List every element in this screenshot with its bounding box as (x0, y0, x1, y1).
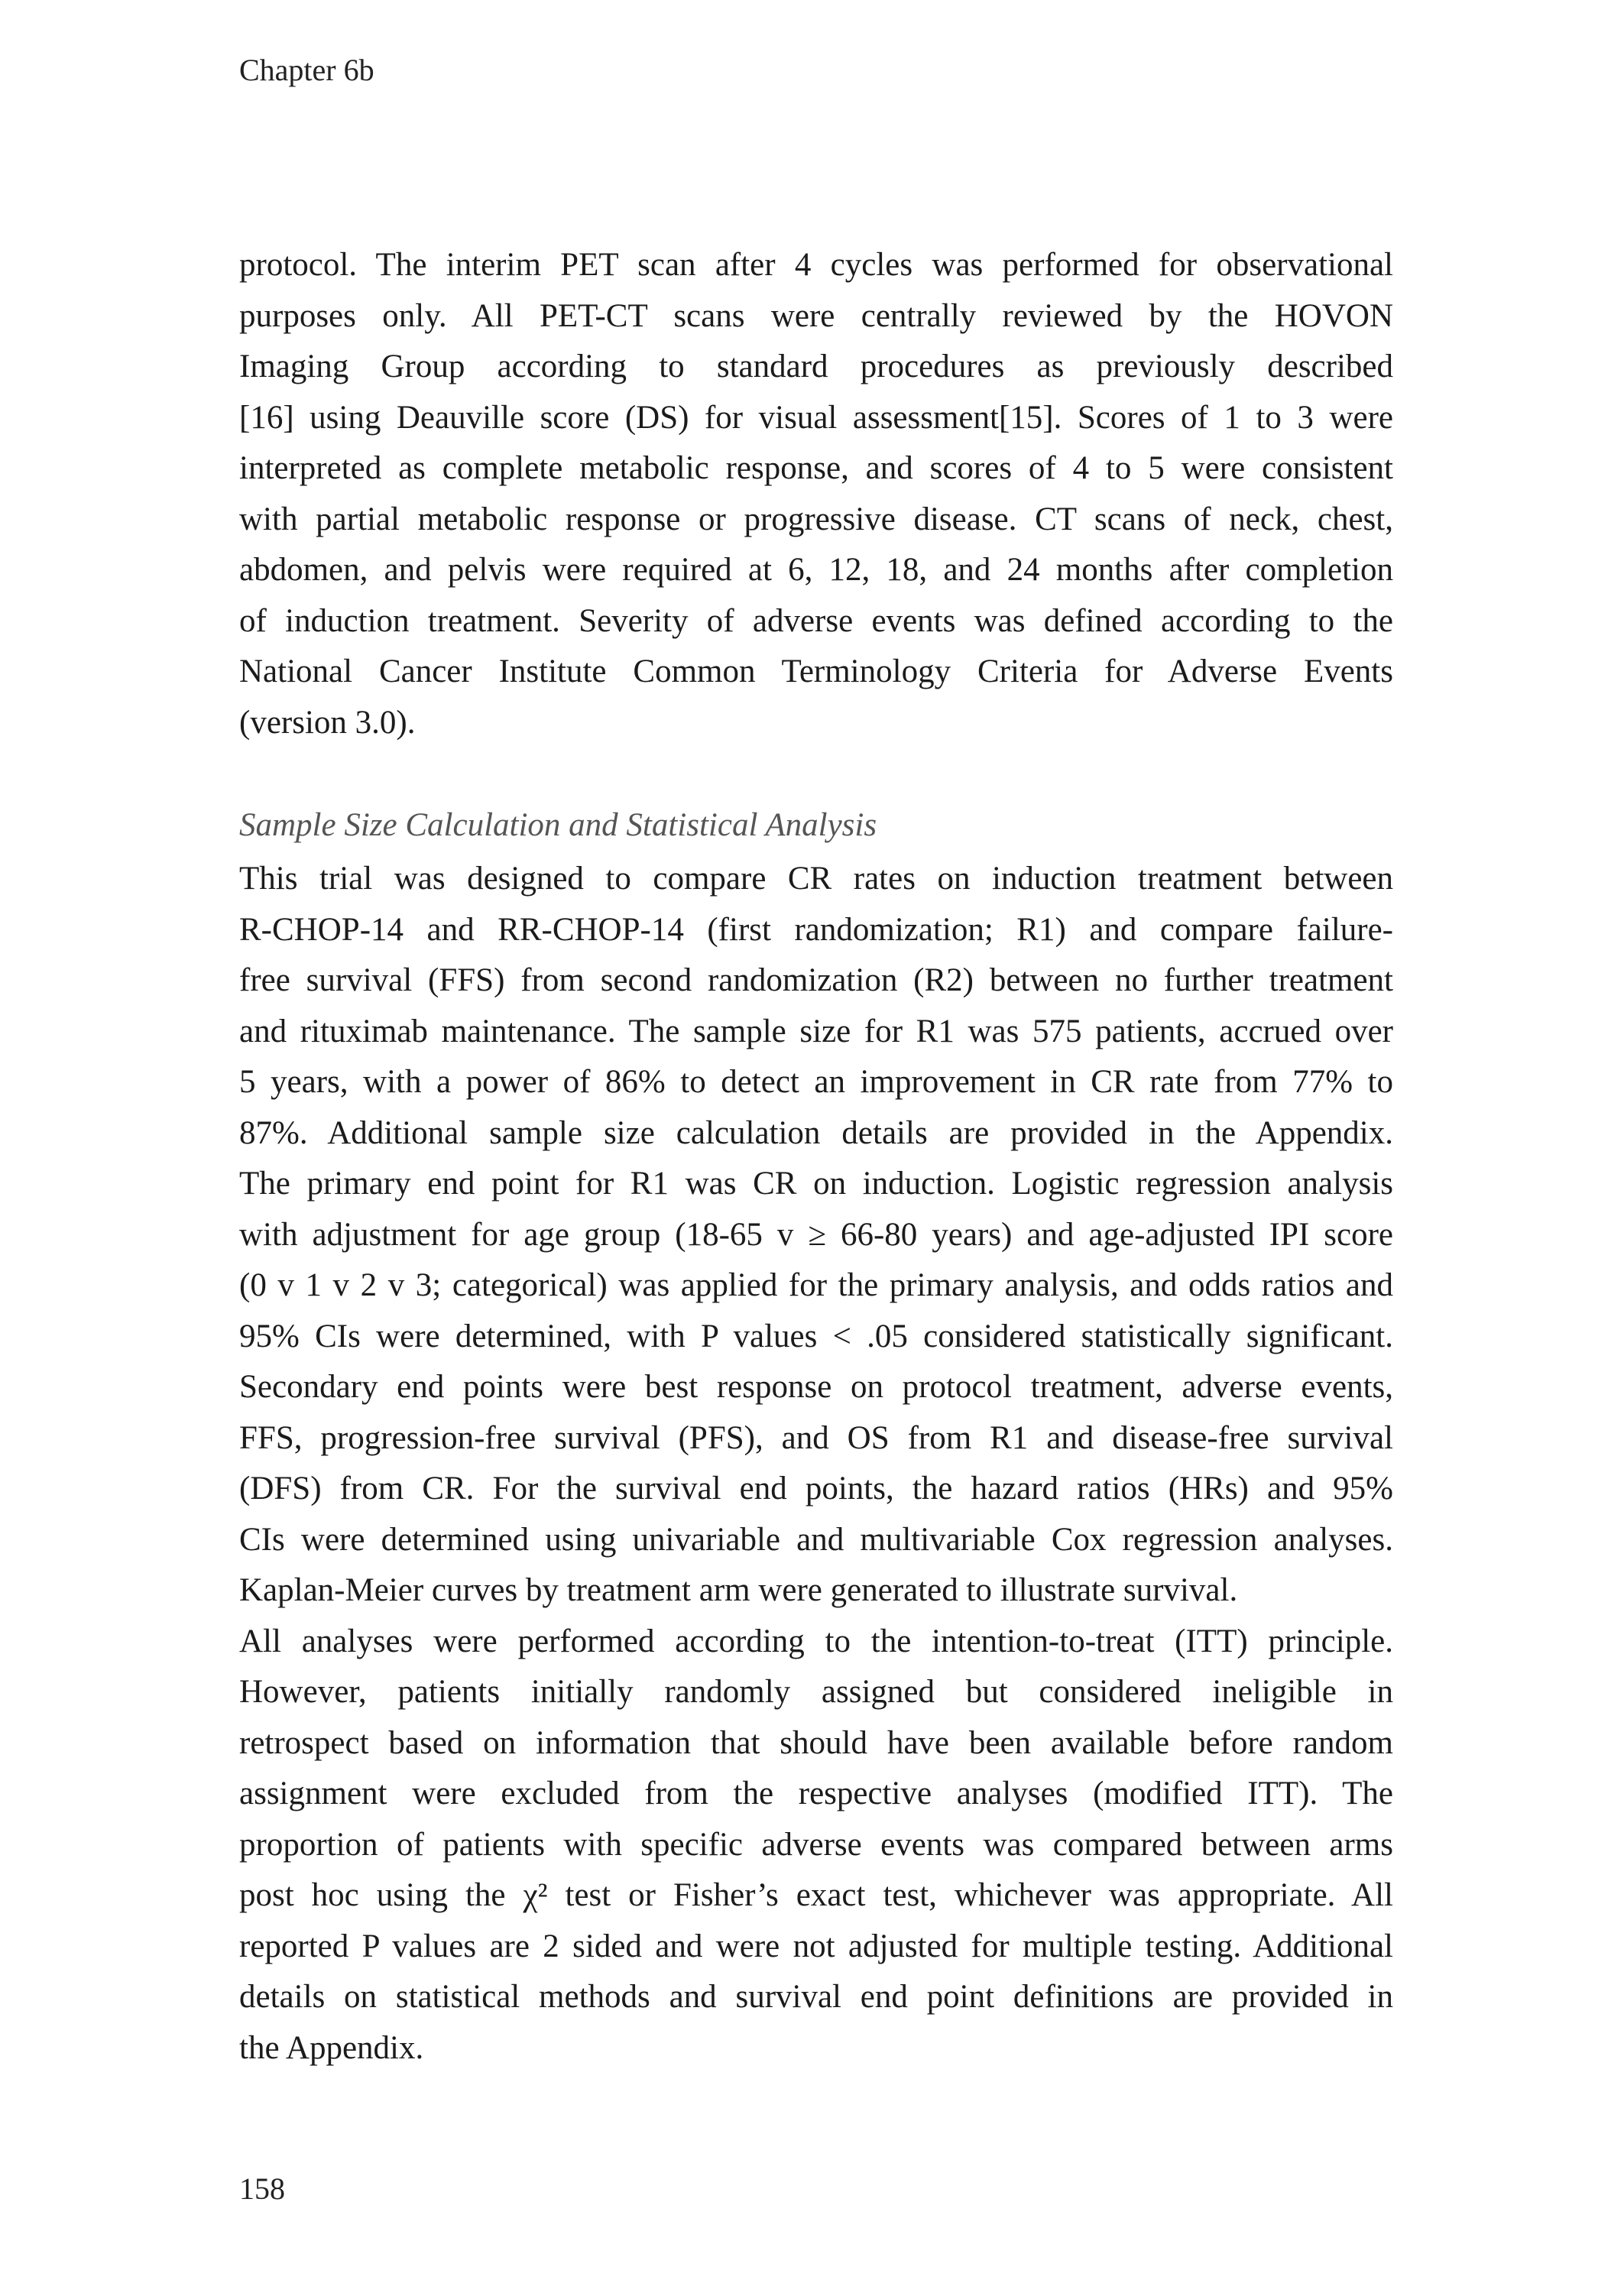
text-line: retrospect based on information that should have been available before random (239, 1724, 1393, 1761)
text-line: post hoc using the χ² test or Fisher’s exact test, whichever was appropriate. All (239, 1877, 1393, 1913)
text-line: This trial was designed to compare CR rates on induction treatment between (239, 861, 1393, 897)
running-header-chapter-title: Chapter 6b (239, 53, 374, 87)
text-line: National Cancer Institute Common Terminology Criteria for Adverse Events (239, 654, 1393, 689)
text-line: CIs were determined using univariable and multivariable Cox regression analyses. (239, 1521, 1393, 1558)
page-number: 158 (239, 2171, 285, 2206)
text-line: details on statistical methods and survival end point definitions are provided in (239, 1979, 1393, 2015)
text-line: (version 3.0). (239, 704, 416, 741)
text-line: protocol. The interim PET scan after 4 cycles was performed for observational (239, 247, 1393, 283)
text-line: reported P values are 2 sided and were not adjusted for multiple testing. Additional (239, 1928, 1393, 1964)
text-line: R-CHOP-14 and RR-CHOP-14 (first randomization; R1) and compare failure- (239, 911, 1393, 948)
paragraph-statistical-analysis (239, 854, 1393, 2074)
section-heading-sample-size: Sample Size Calculation and Statistical Analysis (239, 807, 877, 843)
text-line: The primary end point for R1 was CR on induction. Logistic regression analysis (239, 1166, 1393, 1202)
text-line: However, patients initially randomly assigned but considered ineligible in (239, 1674, 1393, 1710)
text-line: abdomen, and pelvis were required at 6, 12, 18, and 24 months after completion (239, 552, 1393, 588)
text-line: the Appendix. (239, 2029, 424, 2066)
text-line: 5 years, with a power of 86% to detect an improvement in CR rate from 77% to (239, 1064, 1393, 1100)
text-line: with partial metabolic response or progressive disease. CT scans of neck, chest, (239, 501, 1393, 537)
text-line: (0 v 1 v 2 v 3; categorical) was applied for the primary analysis, and odds ratios and (239, 1267, 1393, 1303)
text-line: (DFS) from CR. For the survival end points, the hazard ratios (HRs) and 95% (239, 1471, 1393, 1507)
text-line: 95% CIs were determined, with P values < .05 considered statistically significant. (239, 1318, 1393, 1354)
text-line: All analyses were performed according to the intention-to-treat (ITT) principle. (239, 1623, 1393, 1659)
text-line: FFS, progression-free survival (PFS), and OS from R1 and disease-free survival (239, 1419, 1393, 1456)
text-line: interpreted as complete metabolic response, and scores of 4 to 5 were consistent (239, 450, 1393, 486)
text-line: proportion of patients with specific adverse events was compared between arms (239, 1826, 1393, 1863)
text-line: Kaplan-Meier curves by treatment arm were generated to illustrate survival. (239, 1572, 1238, 1608)
text-line: 87%. Additional sample size calculation details are provided in the Appendix. (239, 1114, 1393, 1151)
text-line: Imaging Group according to standard procedures as previously described (239, 349, 1393, 384)
text-line: with adjustment for age group (18-65 v ≥ 66-80 years) and age-adjusted IPI score (239, 1216, 1393, 1253)
text-line: of induction treatment. Severity of adverse events was defined according to the (239, 602, 1393, 639)
text-line: purposes only. All PET-CT scans were centrally reviewed by the HOVON (239, 297, 1393, 334)
paragraph-pet-ct-protocol (239, 240, 1393, 748)
text-line: free survival (FFS) from second randomization (R2) between no further treatment (239, 962, 1393, 998)
text-line: and rituximab maintenance. The sample size for R1 was 575 patients, accrued over (239, 1013, 1393, 1049)
text-line: Secondary end points were best response on protocol treatment, adverse events, (239, 1369, 1393, 1405)
text-line: [16] using Deauville score (DS) for visual assessment[15]. Scores of 1 to 3 were (239, 399, 1393, 436)
text-line: assignment were excluded from the respective analyses (modified ITT). The (239, 1776, 1393, 1811)
